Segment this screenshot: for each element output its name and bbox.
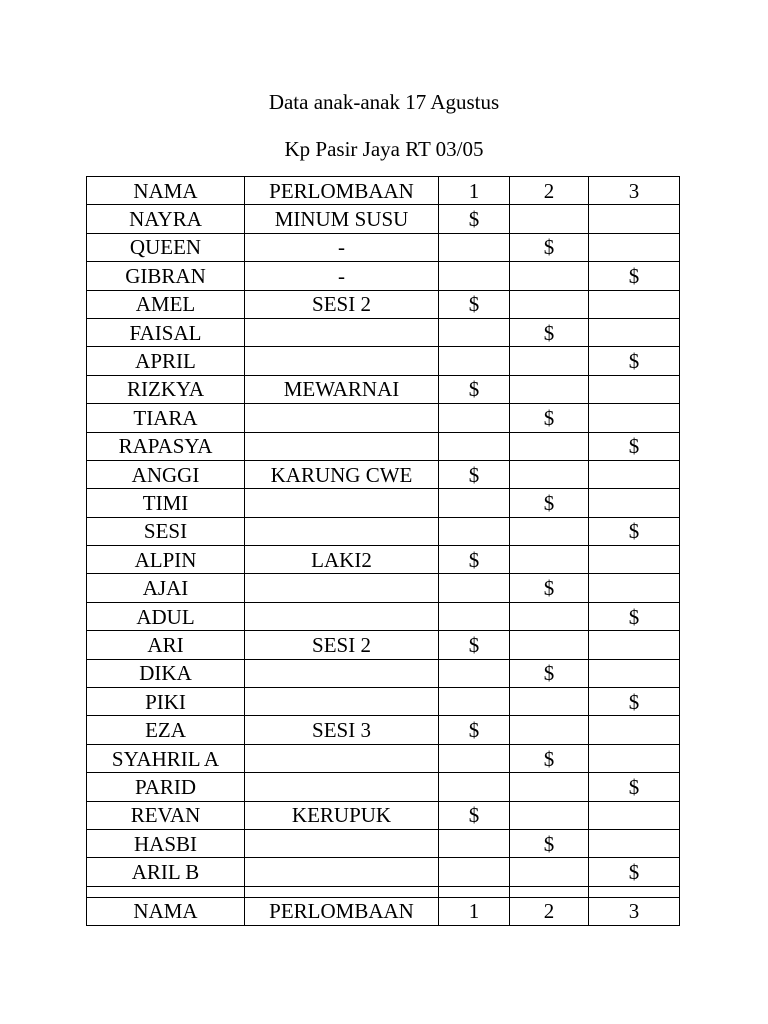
place-1-cell: [439, 404, 510, 432]
name-cell: AMEL: [87, 290, 245, 318]
event-cell: [245, 489, 439, 517]
event-cell: [245, 659, 439, 687]
place-2-cell: [510, 631, 589, 659]
name-cell: RAPASYA: [87, 432, 245, 460]
place-3-cell: $: [589, 688, 680, 716]
name-cell: ARIL B: [87, 858, 245, 886]
table-row: [87, 262, 680, 290]
place-1-cell: [439, 262, 510, 290]
place-1-cell: [439, 574, 510, 602]
name-cell: ADUL: [87, 602, 245, 630]
place-2-cell: [510, 688, 589, 716]
event-cell: [245, 318, 439, 346]
name-cell: SESI: [87, 517, 245, 545]
place-3-cell: [589, 744, 680, 772]
place-3-cell: [589, 318, 680, 346]
table-row: [87, 659, 680, 687]
place-1-cell: [439, 489, 510, 517]
event-cell: MINUM SUSU: [245, 205, 439, 233]
event-cell: [245, 404, 439, 432]
place-1-cell: $: [439, 205, 510, 233]
place-1-cell: $: [439, 375, 510, 403]
table-row: [87, 233, 680, 261]
name-cell: HASBI: [87, 829, 245, 857]
place-1-cell: $: [439, 460, 510, 488]
table-row: [87, 318, 680, 346]
place-2-cell: $: [510, 574, 589, 602]
place-2-cell: $: [510, 318, 589, 346]
name-cell: PARID: [87, 773, 245, 801]
table-row: [87, 347, 680, 375]
table-row: [87, 205, 680, 233]
place-2-cell: $: [510, 233, 589, 261]
participants-table: [86, 176, 680, 926]
table-row: [87, 546, 680, 574]
name-cell: PIKI: [87, 688, 245, 716]
table-row: [87, 829, 680, 857]
place-2-cell: $: [510, 659, 589, 687]
place-2-cell: $: [510, 489, 589, 517]
table-row: [87, 773, 680, 801]
table-row: [87, 716, 680, 744]
table-row: [87, 602, 680, 630]
place-3-cell: [589, 716, 680, 744]
place-3-cell: $: [589, 262, 680, 290]
event-cell: [245, 829, 439, 857]
place-1-cell: [439, 744, 510, 772]
place-1-cell: [439, 347, 510, 375]
place-2-cell: [510, 375, 589, 403]
name-cell: EZA: [87, 716, 245, 744]
place-3-cell: [589, 659, 680, 687]
place-1-cell: [439, 659, 510, 687]
place-3-cell: [589, 546, 680, 574]
event-cell: [245, 886, 439, 897]
table-spacer-row: [87, 886, 680, 897]
event-cell: SESI 2: [245, 290, 439, 318]
table-row: [87, 432, 680, 460]
place-1-cell: [439, 688, 510, 716]
place-2-cell: $: [510, 744, 589, 772]
event-cell: [245, 347, 439, 375]
table-row: [87, 517, 680, 545]
name-cell: NAMA: [87, 897, 245, 925]
place-3-cell: $: [589, 517, 680, 545]
place-3-cell: [589, 574, 680, 602]
name-cell: GIBRAN: [87, 262, 245, 290]
place-1-cell: [439, 602, 510, 630]
place-1-cell: [439, 858, 510, 886]
place-2-cell: [510, 858, 589, 886]
place-3-cell: $: [589, 773, 680, 801]
place-2-cell: $: [510, 829, 589, 857]
place-1-cell: 1: [439, 177, 510, 205]
place-3-cell: $: [589, 347, 680, 375]
table-row: [87, 688, 680, 716]
name-cell: NAYRA: [87, 205, 245, 233]
place-3-cell: [589, 460, 680, 488]
event-cell: PERLOMBAAN: [245, 897, 439, 925]
event-cell: -: [245, 262, 439, 290]
place-3-cell: [589, 829, 680, 857]
event-cell: [245, 744, 439, 772]
place-2-cell: [510, 347, 589, 375]
place-1-cell: $: [439, 716, 510, 744]
table-body: [87, 177, 680, 926]
place-2-cell: $: [510, 404, 589, 432]
place-2-cell: 2: [510, 177, 589, 205]
document-subtitle: Kp Pasir Jaya RT 03/05: [284, 137, 484, 161]
name-cell: RIZKYA: [87, 375, 245, 403]
event-cell: [245, 432, 439, 460]
event-cell: -: [245, 233, 439, 261]
table-row: [87, 631, 680, 659]
name-cell: APRIL: [87, 347, 245, 375]
place-3-cell: $: [589, 602, 680, 630]
place-1-cell: [439, 773, 510, 801]
place-1-cell: [439, 886, 510, 897]
place-3-cell: [589, 205, 680, 233]
place-3-cell: 3: [589, 177, 680, 205]
name-cell: NAMA: [87, 177, 245, 205]
name-cell: FAISAL: [87, 318, 245, 346]
place-3-cell: 3: [589, 897, 680, 925]
place-1-cell: $: [439, 290, 510, 318]
place-1-cell: $: [439, 801, 510, 829]
table-header-row: [87, 177, 680, 205]
event-cell: MEWARNAI: [245, 375, 439, 403]
name-cell: ALPIN: [87, 546, 245, 574]
place-1-cell: $: [439, 546, 510, 574]
place-2-cell: [510, 205, 589, 233]
place-2-cell: [510, 801, 589, 829]
name-cell: DIKA: [87, 659, 245, 687]
event-cell: LAKI2: [245, 546, 439, 574]
table-row: [87, 375, 680, 403]
place-1-cell: [439, 233, 510, 261]
name-cell: REVAN: [87, 801, 245, 829]
table-footer-row: [87, 897, 680, 925]
table-row: [87, 744, 680, 772]
place-2-cell: [510, 517, 589, 545]
place-3-cell: [589, 489, 680, 517]
place-1-cell: [439, 829, 510, 857]
event-cell: [245, 688, 439, 716]
table-row: [87, 858, 680, 886]
place-1-cell: [439, 517, 510, 545]
place-3-cell: [589, 290, 680, 318]
event-cell: SESI 2: [245, 631, 439, 659]
place-1-cell: $: [439, 631, 510, 659]
place-1-cell: 1: [439, 897, 510, 925]
place-3-cell: [589, 631, 680, 659]
place-2-cell: [510, 432, 589, 460]
place-1-cell: [439, 432, 510, 460]
name-cell: SYAHRIL A: [87, 744, 245, 772]
place-3-cell: $: [589, 858, 680, 886]
place-2-cell: [510, 773, 589, 801]
event-cell: [245, 517, 439, 545]
table-row: [87, 404, 680, 432]
place-2-cell: [510, 716, 589, 744]
table-row: [87, 460, 680, 488]
name-cell: ARI: [87, 631, 245, 659]
place-3-cell: [589, 801, 680, 829]
table-row: [87, 801, 680, 829]
place-2-cell: [510, 262, 589, 290]
place-2-cell: [510, 290, 589, 318]
event-cell: [245, 858, 439, 886]
event-cell: KERUPUK: [245, 801, 439, 829]
place-2-cell: [510, 886, 589, 897]
place-2-cell: 2: [510, 897, 589, 925]
name-cell: ANGGI: [87, 460, 245, 488]
name-cell: QUEEN: [87, 233, 245, 261]
event-cell: [245, 574, 439, 602]
name-cell: [87, 886, 245, 897]
event-cell: [245, 602, 439, 630]
place-2-cell: [510, 460, 589, 488]
table-row: [87, 574, 680, 602]
event-cell: SESI 3: [245, 716, 439, 744]
place-3-cell: [589, 375, 680, 403]
event-cell: KARUNG CWE: [245, 460, 439, 488]
document-title: Data anak-anak 17 Agustus: [268, 90, 500, 114]
name-cell: TIARA: [87, 404, 245, 432]
place-2-cell: [510, 602, 589, 630]
name-cell: AJAI: [87, 574, 245, 602]
place-3-cell: [589, 886, 680, 897]
table-row: [87, 489, 680, 517]
event-cell: PERLOMBAAN: [245, 177, 439, 205]
table-row: [87, 290, 680, 318]
place-3-cell: [589, 404, 680, 432]
name-cell: TIMI: [87, 489, 245, 517]
place-1-cell: [439, 318, 510, 346]
place-3-cell: [589, 233, 680, 261]
place-3-cell: $: [589, 432, 680, 460]
event-cell: [245, 773, 439, 801]
place-2-cell: [510, 546, 589, 574]
